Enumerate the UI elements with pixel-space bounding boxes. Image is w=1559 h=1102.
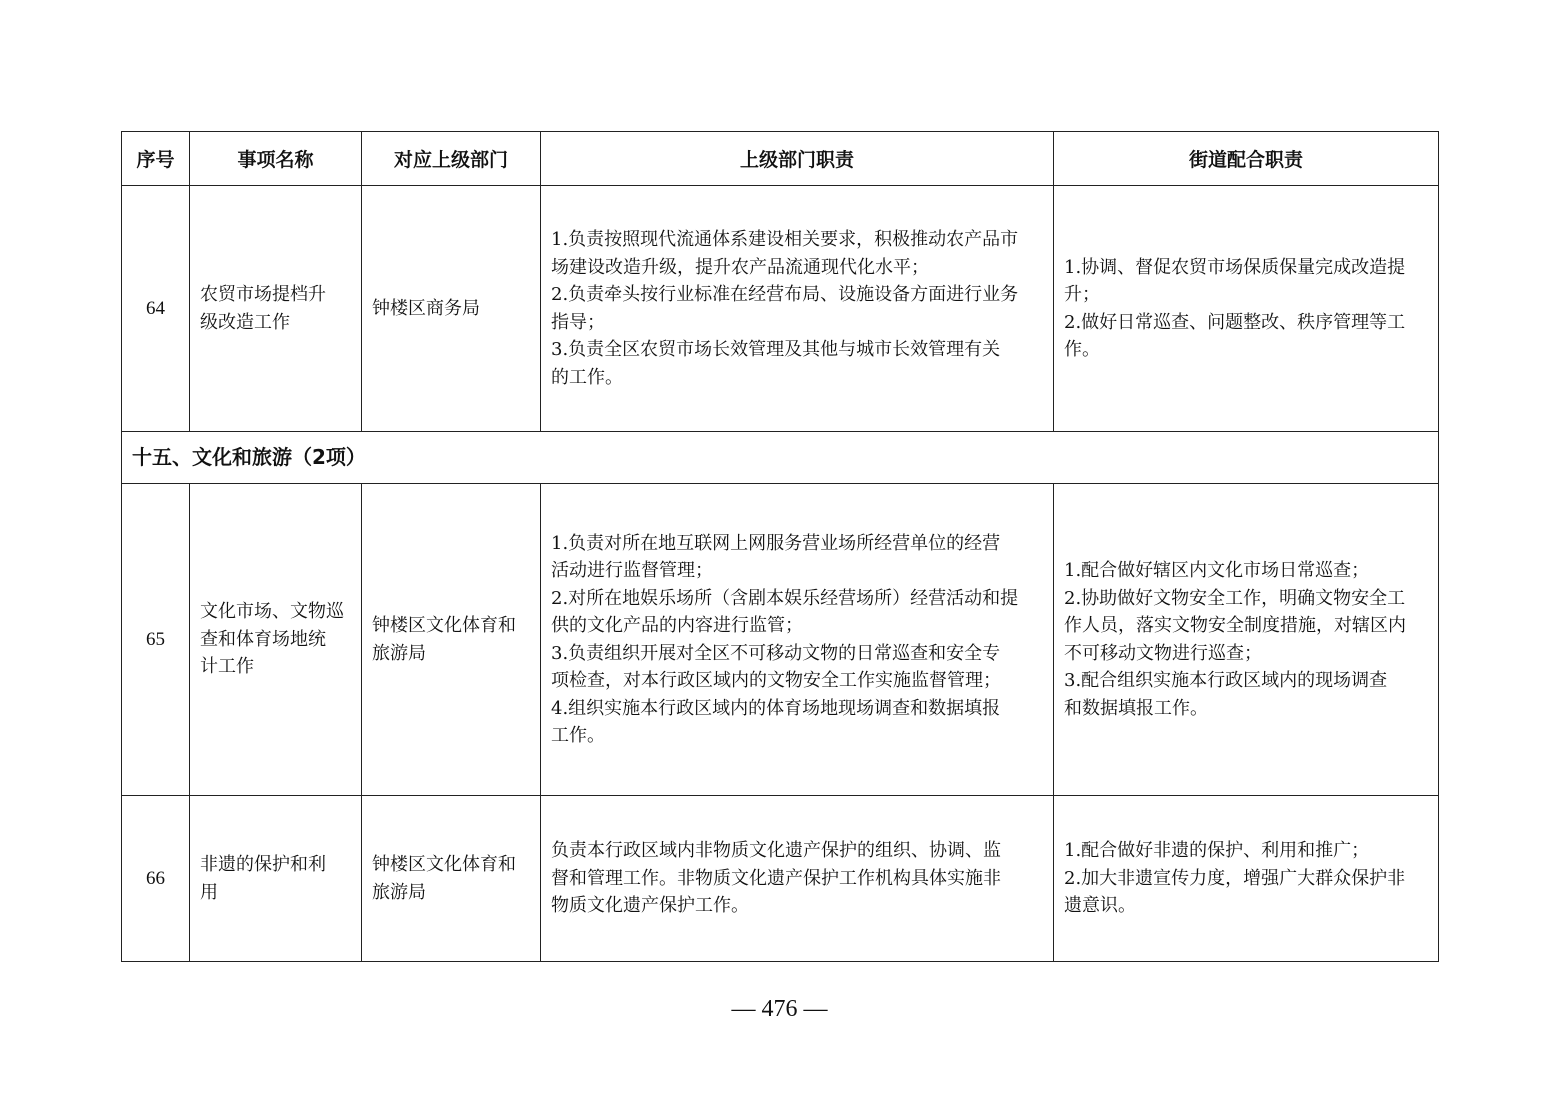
text-line: 指导； [551,311,605,333]
text-line: 作。 [1064,339,1100,360]
row-item-name [190,484,362,796]
text-line: 用 [200,881,218,903]
text-line: 1.负责对所在地互联网上网服务营业场所经营单位的经营 [551,532,1001,554]
text-line: 活动进行监督管理； [551,560,713,581]
text-line: 项检查，对本行政区域内的文物安全工作实施监督管理； [551,670,1001,691]
text-line: 的工作。 [551,366,623,388]
row-item-name [190,796,362,962]
header-department: 对应上级部门 [362,132,541,186]
row-seq: 65 [122,484,190,796]
text-line: 旅游局 [372,642,426,664]
text-line: 3.配合组织实施本行政区域内的现场调查 [1064,670,1388,691]
text-line: 级改造工作 [200,311,290,333]
text-line: 文化市场、文物巡 [200,601,344,623]
section-row [122,432,1439,484]
row-department [362,484,541,796]
row-department [362,796,541,962]
header-department-duty: 上级部门职责 [541,132,1054,186]
text-line: 旅游局 [372,881,426,903]
row-item-name [190,186,362,432]
text-line: 1.协调、督促农贸市场保质保量完成改造提 [1064,256,1406,278]
header-seq: 序号 [122,132,190,186]
header-item-name: 事项名称 [190,132,362,186]
row-seq: 64 [122,186,190,432]
text-line: 3.负责全区农贸市场长效管理及其他与城市长效管理有关 [551,339,1001,360]
text-line: 2.加大非遗宣传力度，增强广大群众保护非 [1064,867,1406,889]
text-line: 农贸市场提档升 [200,284,326,305]
row-seq: 66 [122,796,190,962]
row-department-duty [541,796,1054,962]
text-line: 3.负责组织开展对全区不可移动文物的日常巡查和安全专 [551,642,1001,664]
text-line: 1.配合做好非遗的保护、利用和推广； [1064,840,1370,862]
section-title: 十五、文化和旅游（2项） [122,432,1439,484]
row-street-cooperation [1054,186,1439,432]
text-line: 1.配合做好辖区内文化市场日常巡查； [1064,560,1370,581]
text-line: 计工作 [200,656,254,678]
text-line: 2.负责牵头按行业标准在经营布局、设施设备方面进行业务 [551,284,1019,305]
text-line: 负责本行政区域内非物质文化遗产保护的组织、协调、监 [551,840,1001,862]
text-line: 钟楼区商务局 [372,297,480,319]
text-line: 场建设改造升级，提升农产品流通现代化水平； [551,256,929,278]
text-line: 和数据填报工作。 [1064,697,1208,719]
page-number: — 476 — [731,996,828,1022]
text-line: 作人员，落实文物安全制度措施，对辖区内 [1064,615,1406,636]
text-line: 2.做好日常巡查、问题整改、秩序管理等工 [1064,311,1406,333]
row-department-duty [541,484,1054,796]
text-line: 升； [1064,284,1100,305]
text-line: 遗意识。 [1064,895,1136,917]
table-header-row [122,132,1439,186]
table-row [122,796,1439,962]
responsibility-table [121,131,1439,962]
text-line: 不可移动文物进行巡查； [1064,642,1262,664]
row-street-cooperation [1054,484,1439,796]
text-line: 2.对所在地娱乐场所（含剧本娱乐经营场所）经营活动和提 [551,587,1019,609]
row-street-cooperation [1054,796,1439,962]
table-row [122,186,1439,432]
text-line: 2.协助做好文物安全工作，明确文物安全工 [1064,587,1406,609]
text-line: 供的文化产品的内容进行监管； [551,615,803,636]
text-line: 4.组织实施本行政区域内的体育场地现场调查和数据填报 [551,697,1001,719]
header-street-cooperation: 街道配合职责 [1054,132,1439,186]
text-line: 非遗的保护和利 [200,854,326,875]
text-line: 钟楼区文化体育和 [372,615,516,636]
text-line: 督和管理工作。非物质文化遗产保护工作机构具体实施非 [551,867,1001,889]
text-line: 1.负责按照现代流通体系建设相关要求，积极推动农产品市 [551,229,1019,250]
row-department [362,186,541,432]
text-line: 物质文化遗产保护工作。 [551,895,749,917]
table-row [122,484,1439,796]
text-line: 工作。 [551,725,605,746]
row-department-duty [541,186,1054,432]
text-line: 查和体育场地统 [200,628,326,650]
text-line: 钟楼区文化体育和 [372,854,516,875]
